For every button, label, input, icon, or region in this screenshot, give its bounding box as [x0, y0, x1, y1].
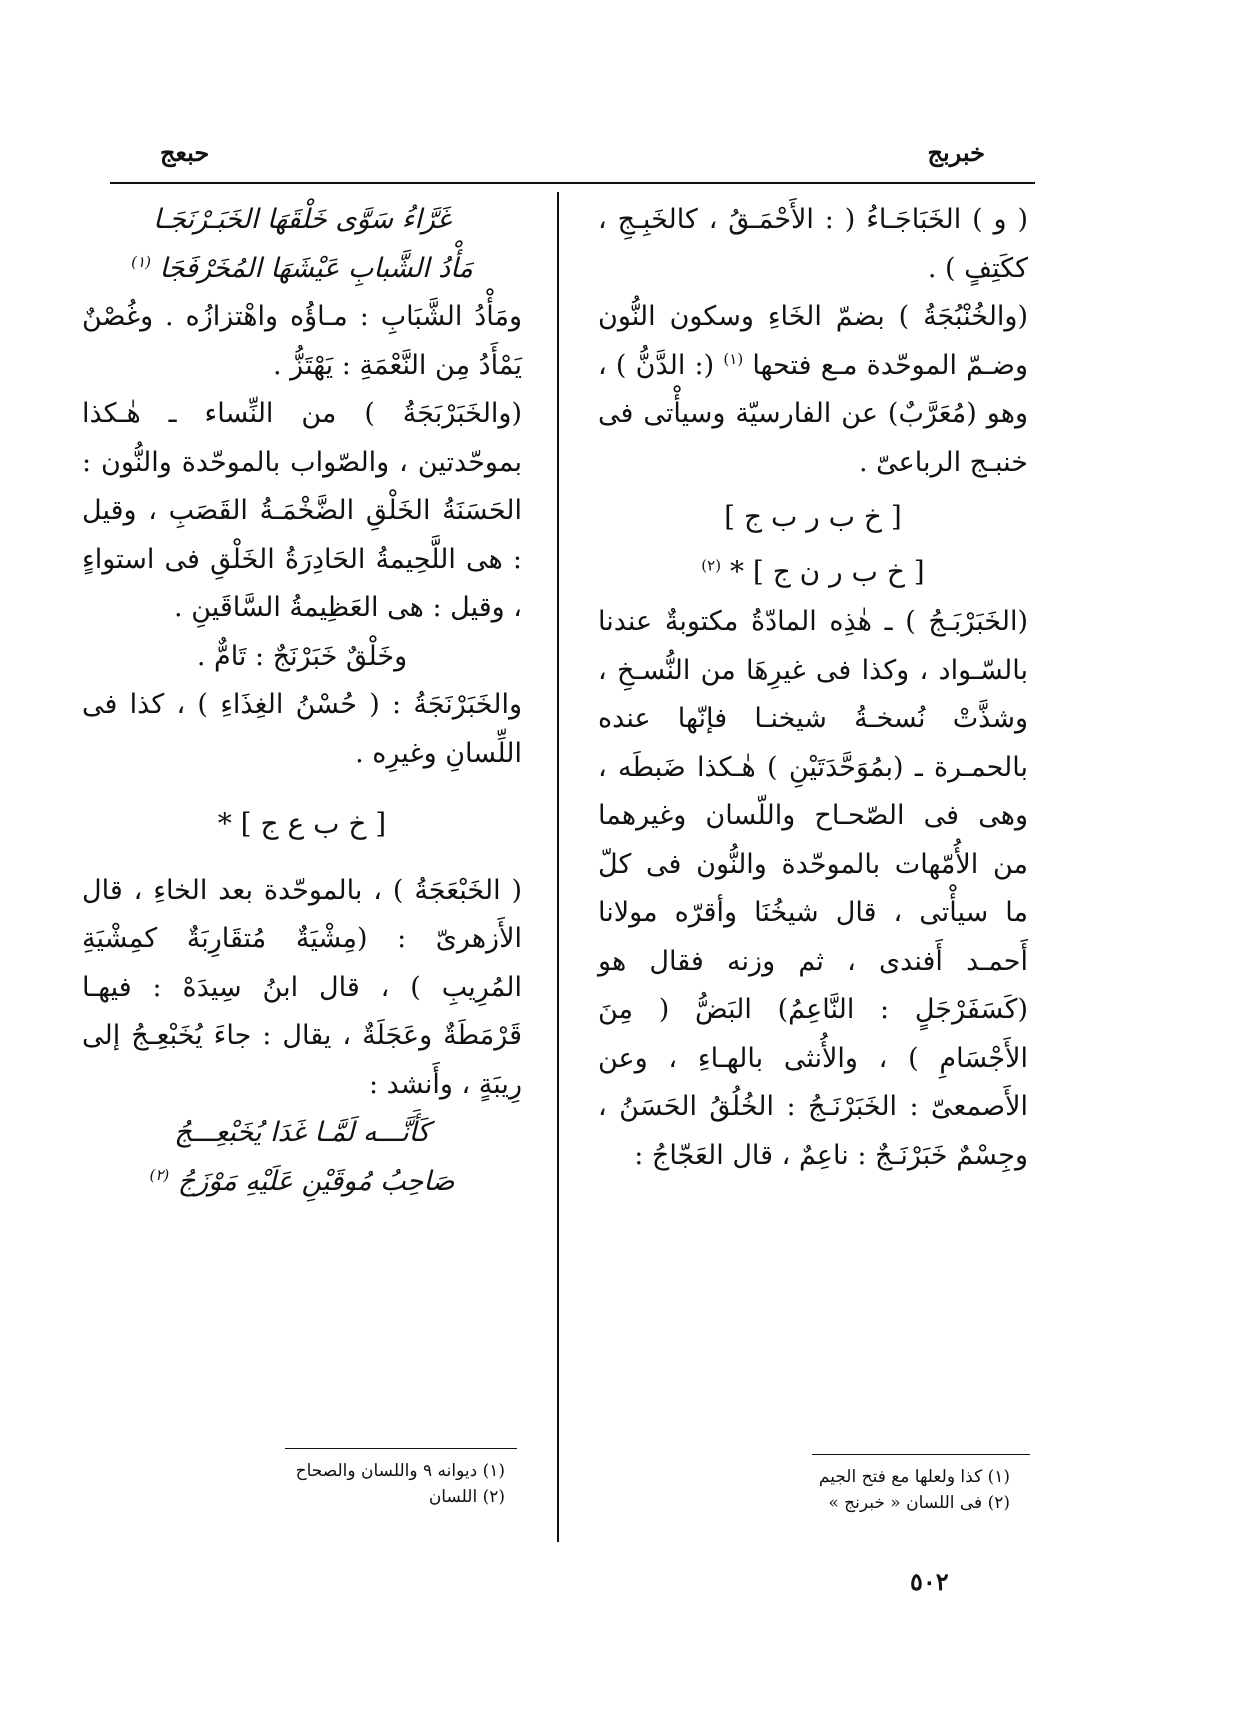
root-heading-khbrbj: [ خ ب ر ب ج ]	[724, 500, 902, 533]
entry-khunbuja-text: (والخُنْبُجَةُ ) بضمّ الخَاءِ وسكون النُّون وضـمّ الموحّدة مـع فتحها	[598, 301, 1028, 381]
entry-khabaja: ( و ) الخَبَاجَـاءُ ( : الأَحْمَـقُ ، كالخَبِـجِ ، ككَتِفٍ ) .	[598, 204, 1028, 284]
footnote-rule-left	[285, 1448, 517, 1449]
page-number: ٥٠٢	[910, 1567, 949, 1596]
entry-khalq: وخَلْقٌ خَبَرْنَجٌ : تَامٌّ .	[196, 640, 408, 672]
entry-maad: ومَأْدُ الشَّبَابِ : مـاؤُه واهْتزازُه . وغُصْنٌ يَمْأَدُ مِن النَّعْمَةِ : يَهْتَزُّ .	[82, 301, 522, 381]
verse-line	[82, 245, 522, 294]
entry-khabaja-walk: ( الخَبْعَجَةُ ) ، بالموحّدة بعد الخاءِ ، قال الأَزهرىّ : (مِشْيَةٌ مُتقَارِبَةٌ كمِشْيَةِ المُرِيبِ ) ، قال ابنُ سِيدَهْ : فيهـا قَرْمَطَةٌ وعَجَلَةٌ ، يقال : جاءَ يُخَبْعِـجُ إلى رِيبَةٍ ، وأَنشد :	[82, 874, 522, 1100]
running-head-right: خبربج	[927, 138, 985, 167]
footnote: (١) ديوانه ٩ واللسان والصحاح	[295, 1461, 505, 1481]
verse-line: كَأَنَّـــه لَمَّـا غَدَا يُخَبْعِـــجُ	[174, 1117, 430, 1148]
footnote: (٢) اللسان	[428, 1487, 505, 1507]
running-head-left: حبعج	[160, 138, 210, 167]
verse-line: غَرَّاءُ سَوَّى خَلْقَهَا الخَبَـرْنَجَـا	[153, 204, 451, 235]
verse-line	[82, 1158, 522, 1207]
column-divider	[557, 192, 559, 1542]
entry-khabarbaja: (والخَبَرْبَجَةُ ) من النِّساء ـ هٰـكذا بموحّدتين ، والصّواب بالموحّدة والنُّون : الحَسَنَةُ الخَلْقِ الضَّخْمَـةُ القَصَبِ ، وقيل : هى اللَّحِيمةُ الحَادِرَةُ الخَلْقِ فى استواءٍ ، وقيل : هى العَظِيمةُ السَّاقَينِ .	[82, 398, 522, 623]
entry-khabarbaj: (الخَبَرْبَـجُ ) ـ هٰذِه المادّةُ مكتوبةٌ عندنا بالسّـواد ، وكذا فى غيرِهَا من النُّسـخِ ، وشذَّتْ نُسخـةُ شيخنـا فإنّها عنده بالحمـرة ـ (بمُوَحَّدَتَيْنِ ) هٰـكذا ضَبطَه ، وهى فى الصّحـاح واللّسان وغيرهما من الأُمّهات بالموحّدة والنُّون فى كلّ ما سيأْتى ، قال شيخُنَا وأقرّه مولانا أَحمـد أَفندى ، ثم وزنه فقال هو (كَسَفَرْجَلٍ : النَّاعِمُ) البَضُّ ( مِنَ الأَجْسَامِ ) ، والأُنثى بالهـاءِ ، وعن الأَصمعىّ : الخَبَرْنَـجُ : الخُلُقُ الحَسَنُ ، وجِسْمٌ خَبَرْنَـجٌ : ناعِمٌ ، قال العَجّاجُ :	[598, 606, 1028, 1171]
footnotes-right	[770, 1464, 1010, 1516]
verse-line-text: مَأْدُ الشَّبابِ عَيْشَهَا المُخَرْفَجَا	[159, 252, 473, 284]
right-column	[598, 196, 1028, 1180]
footnote-marker: (٢)	[149, 1165, 170, 1184]
entry-khunbuja-tail: (: الدَّنُّ ) ، وهو (مُعَرَّبٌ) عن الفارسيّة وسيأْتى فى خنبـج الرباعىّ .	[598, 349, 1028, 478]
verse-line-text: صَاحِبُ مُوقَيْنِ عَلَيْهِ مَوْزَجُ	[177, 1165, 455, 1197]
header-rule	[110, 182, 1035, 184]
entry-khunbuja	[598, 293, 1028, 487]
root-heading-khbrnj-text: [ خ ب ر ن ج ] *	[729, 554, 925, 588]
footnote-marker: (١)	[131, 252, 151, 271]
root-heading-khbrnj	[598, 548, 1028, 597]
footnote: (٢) فى اللسان « خبرنج »	[828, 1493, 1010, 1513]
entry-khabarnaja: والخَبَرْنَجَةُ : ( حُسْنُ الغِذَاءِ ) ، كذا فى اللِّسانِ وغيرِه .	[82, 689, 522, 769]
root-heading-khbaj: [ خ ب ع ج ] *	[217, 807, 387, 840]
footnote: (١) كذا ولعلها مع فتح الجيم	[818, 1467, 1010, 1487]
footnotes-left	[245, 1458, 505, 1510]
footnote-marker: (١)	[723, 349, 744, 368]
left-column	[82, 196, 522, 1206]
footnote-rule-right	[812, 1454, 1030, 1455]
footnote-marker: (٢)	[701, 556, 722, 575]
